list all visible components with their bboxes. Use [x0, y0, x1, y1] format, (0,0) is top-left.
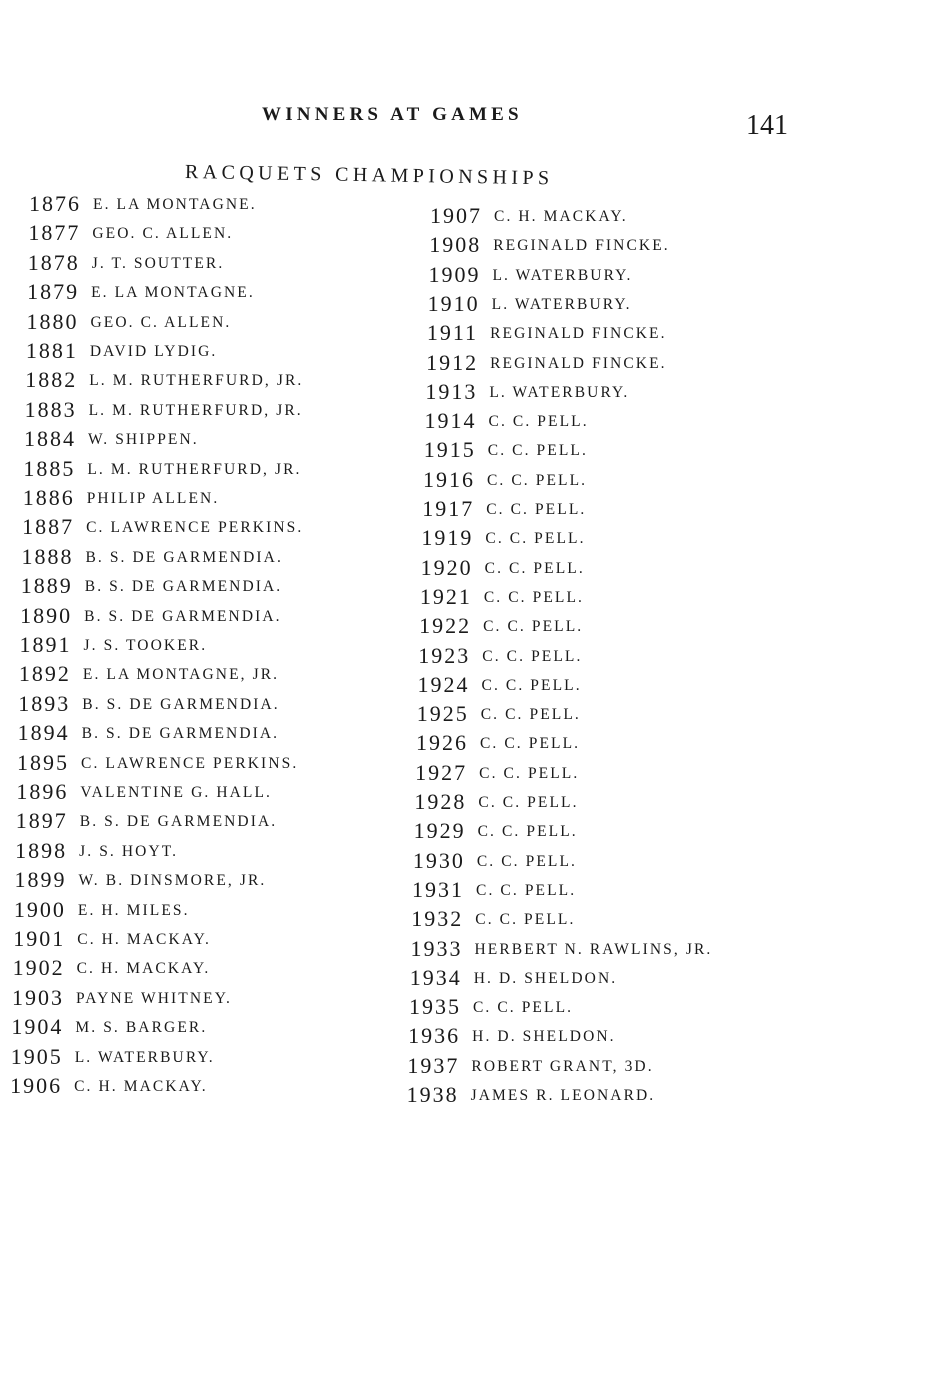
entry-champion-name: PAYNE WHITNEY. — [75, 989, 232, 1007]
entry-year: 1934 — [409, 964, 462, 990]
entry-year: 1891 — [19, 632, 72, 657]
page-number: 141 — [746, 110, 788, 141]
champion-entry — [13, 957, 211, 979]
entry-champion-name: H. D. SHELDON. — [472, 1028, 616, 1046]
entry-year: 1900 — [13, 896, 66, 922]
entry-year: 1884 — [23, 426, 76, 452]
entry-year: 1928 — [414, 789, 467, 814]
entry-year: 1919 — [421, 525, 474, 551]
champion-entry — [425, 410, 589, 432]
entry-year: 1895 — [17, 749, 70, 775]
entry-year: 1901 — [13, 926, 66, 951]
entry-champion-name: C. C. PELL. — [482, 647, 583, 665]
champion-entry — [22, 516, 303, 538]
entry-champion-name: B. S. DE GARMENDIA. — [84, 578, 283, 596]
champion-entry — [409, 964, 618, 990]
champion-entry — [416, 732, 580, 754]
champion-entry — [412, 847, 578, 873]
entry-year: 1931 — [412, 876, 465, 902]
entry-champion-name: C. C. PELL. — [476, 881, 577, 899]
entry-champion-name: J. S. HOYT. — [79, 842, 179, 860]
entry-champion-name: C. C. PELL. — [487, 442, 588, 460]
entry-champion-name: C. H. MACKAY. — [494, 208, 628, 225]
champion-entry — [430, 205, 628, 227]
entry-year: 1880 — [26, 308, 79, 334]
entry-champion-name: C. H. MACKAY. — [74, 1078, 208, 1095]
entry-champion-name: GEO. C. ALLEN. — [90, 313, 232, 331]
champion-entry — [407, 1052, 654, 1078]
champion-entry — [20, 634, 208, 656]
entry-champion-name: B. S. DE GARMENDIA. — [85, 548, 283, 566]
entry-year: 1936 — [408, 1023, 461, 1049]
champion-entry — [26, 340, 218, 362]
entry-year: 1907 — [430, 203, 482, 228]
champion-entry — [408, 1025, 616, 1047]
champion-entry — [420, 554, 585, 580]
entry-year: 1902 — [12, 955, 65, 981]
entry-year: 1899 — [14, 867, 67, 893]
entry-year: 1887 — [22, 514, 75, 540]
champion-entry — [16, 810, 278, 832]
entry-year: 1892 — [18, 661, 71, 687]
entry-year: 1911 — [426, 320, 479, 346]
entry-champion-name: VALENTINE G. HALL. — [80, 784, 273, 801]
entry-year: 1908 — [429, 232, 482, 258]
section-title: RACQUETS CHAMPIONSHIPS — [184, 161, 554, 190]
entry-year: 1920 — [420, 554, 473, 580]
champion-entry — [23, 455, 302, 481]
entry-year: 1910 — [427, 290, 480, 316]
champion-entry — [27, 249, 225, 275]
entry-champion-name: ROBERT GRANT, 3D. — [471, 1057, 654, 1075]
entry-champion-name: PHILIP ALLEN. — [86, 490, 220, 507]
entry-year: 1914 — [424, 408, 477, 434]
entry-champion-name: C. C. PELL. — [481, 676, 582, 694]
entry-champion-name: B. S. DE GARMENDIA. — [82, 695, 280, 713]
champion-entry — [429, 234, 670, 256]
entry-champion-name: B. S. DE GARMENDIA. — [81, 725, 280, 743]
champion-entry — [422, 466, 588, 492]
champion-entry — [18, 722, 280, 744]
entry-year: 1906 — [10, 1073, 63, 1098]
entry-year: 1916 — [422, 466, 475, 492]
entry-champion-name: C. LAWRENCE PERKINS. — [86, 519, 304, 537]
entry-year: 1886 — [22, 485, 75, 510]
champion-entry — [13, 928, 211, 950]
entry-year: 1937 — [407, 1052, 460, 1078]
entry-champion-name: J. S. TOOKER. — [83, 637, 208, 654]
entry-year: 1926 — [415, 730, 468, 756]
entry-champion-name: C. C. PELL. — [477, 823, 578, 841]
entry-champion-name: C. C. PELL. — [486, 501, 587, 518]
champion-entry — [21, 575, 283, 597]
entry-champion-name: C. C. PELL. — [479, 764, 580, 782]
entry-champion-name: L. M. RUTHERFURD, JR. — [87, 460, 302, 478]
champion-entry — [419, 583, 585, 609]
entry-year: 1879 — [27, 279, 80, 305]
champion-entry — [417, 671, 582, 697]
entry-champion-name: C. C. PELL. — [475, 911, 576, 929]
champion-entry — [10, 1075, 208, 1097]
champion-entry — [24, 428, 199, 450]
entry-champion-name: B. S. DE GARMENDIA. — [84, 607, 282, 625]
entry-champion-name: GEO. C. ALLEN. — [92, 225, 234, 243]
champion-entry — [414, 791, 578, 813]
champion-entry — [415, 759, 580, 785]
entry-champion-name: C. C. PELL. — [478, 794, 579, 811]
entry-year: 1896 — [16, 779, 69, 804]
champion-entry — [411, 908, 575, 930]
entry-champion-name: L. WATERBURY. — [491, 295, 632, 313]
entry-year: 1904 — [11, 1014, 64, 1040]
entry-champion-name: E. LA MONTAGNE, JR. — [82, 666, 280, 684]
champion-entry — [410, 935, 713, 961]
champion-entry — [409, 996, 573, 1018]
entry-champion-name: C. C. PELL. — [483, 618, 584, 636]
champion-entry — [407, 1084, 656, 1106]
entry-year: 1897 — [15, 808, 68, 834]
entry-year: 1878 — [27, 249, 80, 275]
champion-entry — [16, 781, 272, 803]
entry-champion-name: DAVID LYDIG. — [89, 343, 218, 360]
entry-year: 1917 — [422, 496, 475, 521]
entry-year: 1925 — [416, 701, 469, 727]
champion-entry — [17, 749, 299, 775]
entry-year: 1915 — [423, 437, 476, 463]
entry-year: 1881 — [25, 338, 78, 363]
entry-year: 1883 — [24, 396, 77, 422]
champion-entry — [11, 1016, 207, 1038]
champion-entry — [27, 281, 255, 303]
entry-champion-name: C. C. PELL. — [485, 530, 586, 548]
entry-champion-name: L. WATERBURY. — [489, 383, 630, 401]
champion-entry — [13, 896, 190, 922]
entry-champion-name: C. C. PELL. — [483, 588, 585, 606]
entry-year: 1905 — [10, 1043, 63, 1069]
champion-entry — [15, 869, 267, 891]
entry-year: 1898 — [15, 837, 68, 863]
champion-entry — [24, 396, 303, 422]
champion-entry — [18, 690, 280, 716]
entry-champion-name: REGINALD FINCKE. — [490, 325, 667, 343]
entry-champion-name: REGINALD FINCKE. — [490, 354, 667, 372]
entry-year: 1909 — [428, 261, 481, 287]
entry-champion-name: E. LA MONTAGNE. — [91, 284, 255, 302]
champion-entry — [417, 703, 581, 725]
entry-champion-name: C. LAWRENCE PERKINS. — [81, 754, 299, 772]
entry-year: 1933 — [410, 935, 463, 961]
champion-entry — [422, 498, 586, 520]
entry-champion-name: C. C. PELL. — [484, 559, 585, 577]
entry-champion-name: L. WATERBURY. — [492, 266, 633, 284]
entry-champion-name: M. S. BARGER. — [75, 1019, 208, 1037]
entry-year: 1913 — [425, 378, 478, 404]
entry-champion-name: C. C. PELL. — [472, 999, 574, 1017]
champion-entry — [21, 543, 283, 569]
entry-year: 1876 — [29, 191, 81, 216]
entry-year: 1923 — [418, 642, 471, 668]
champion-entry — [412, 876, 577, 902]
champion-entry — [424, 439, 588, 461]
champion-entry — [19, 663, 279, 685]
entry-champion-name: B. S. DE GARMENDIA. — [79, 813, 278, 831]
entry-year: 1927 — [415, 759, 468, 785]
entry-champion-name: C. C. PELL. — [488, 413, 589, 431]
champion-entry — [425, 378, 630, 404]
entry-champion-name: C. H. MACKAY. — [77, 931, 211, 948]
champion-entry — [15, 837, 179, 863]
champion-entry — [418, 642, 583, 668]
entry-champion-name: E. H. MILES. — [77, 901, 190, 919]
entry-year: 1889 — [20, 573, 73, 599]
entry-year: 1882 — [25, 367, 78, 393]
entry-year: 1932 — [411, 906, 464, 932]
champion-entry — [26, 308, 232, 334]
champion-entry — [28, 222, 233, 244]
entry-champion-name: C. H. MACKAY. — [76, 960, 211, 978]
champion-entry — [421, 527, 585, 549]
entry-year: 1935 — [408, 994, 461, 1020]
champion-entry — [10, 1043, 215, 1069]
champion-entry — [25, 369, 303, 391]
champion-entry — [427, 290, 632, 316]
champion-entry — [419, 615, 583, 637]
entry-year: 1903 — [11, 984, 64, 1010]
entry-champion-name: E. LA MONTAGNE. — [93, 196, 257, 213]
entry-champion-name: W. B. DINSMORE, JR. — [78, 872, 267, 890]
entry-year: 1885 — [23, 455, 76, 481]
entry-champion-name: L. M. RUTHERFURD, JR. — [89, 372, 304, 390]
champion-entry — [29, 193, 257, 215]
entry-champion-name: C. C. PELL. — [486, 471, 588, 489]
entry-champion-name: JAMES R. LEONARD. — [470, 1087, 656, 1104]
entry-champion-name: J. T. SOUTTER. — [91, 254, 225, 272]
champion-entry — [426, 349, 667, 375]
entry-year: 1924 — [417, 671, 470, 697]
entry-year: 1888 — [21, 543, 74, 569]
entry-year: 1930 — [412, 847, 465, 873]
champion-entry — [23, 487, 220, 509]
entry-year: 1938 — [406, 1082, 459, 1107]
entry-year: 1929 — [413, 818, 466, 844]
entry-year: 1890 — [20, 602, 73, 628]
entry-champion-name: W. SHIPPEN. — [87, 431, 199, 449]
champion-entry — [428, 261, 633, 287]
running-head: WINNERS AT GAMES — [262, 104, 523, 125]
entry-year: 1912 — [426, 349, 479, 375]
champion-entry — [20, 602, 282, 628]
entry-champion-name: L. WATERBURY. — [74, 1048, 215, 1066]
entry-champion-name: C. C. PELL. — [476, 852, 578, 870]
entry-champion-name: HERBERT N. RAWLINS, JR. — [474, 940, 713, 958]
entry-year: 1922 — [419, 613, 472, 639]
entry-champion-name: C. C. PELL. — [479, 735, 581, 753]
entry-champion-name: REGINALD FINCKE. — [493, 237, 670, 255]
entry-year: 1921 — [419, 583, 472, 609]
entry-year: 1877 — [28, 220, 81, 246]
entry-year: 1894 — [17, 720, 70, 746]
champion-entry — [427, 322, 667, 344]
entry-champion-name: L. M. RUTHERFURD, JR. — [88, 401, 303, 419]
entry-champion-name: C. C. PELL. — [480, 706, 581, 724]
entry-champion-name: H. D. SHELDON. — [473, 969, 618, 987]
champion-entry — [414, 820, 578, 842]
entry-year: 1893 — [18, 690, 71, 716]
champion-entry — [11, 984, 232, 1010]
